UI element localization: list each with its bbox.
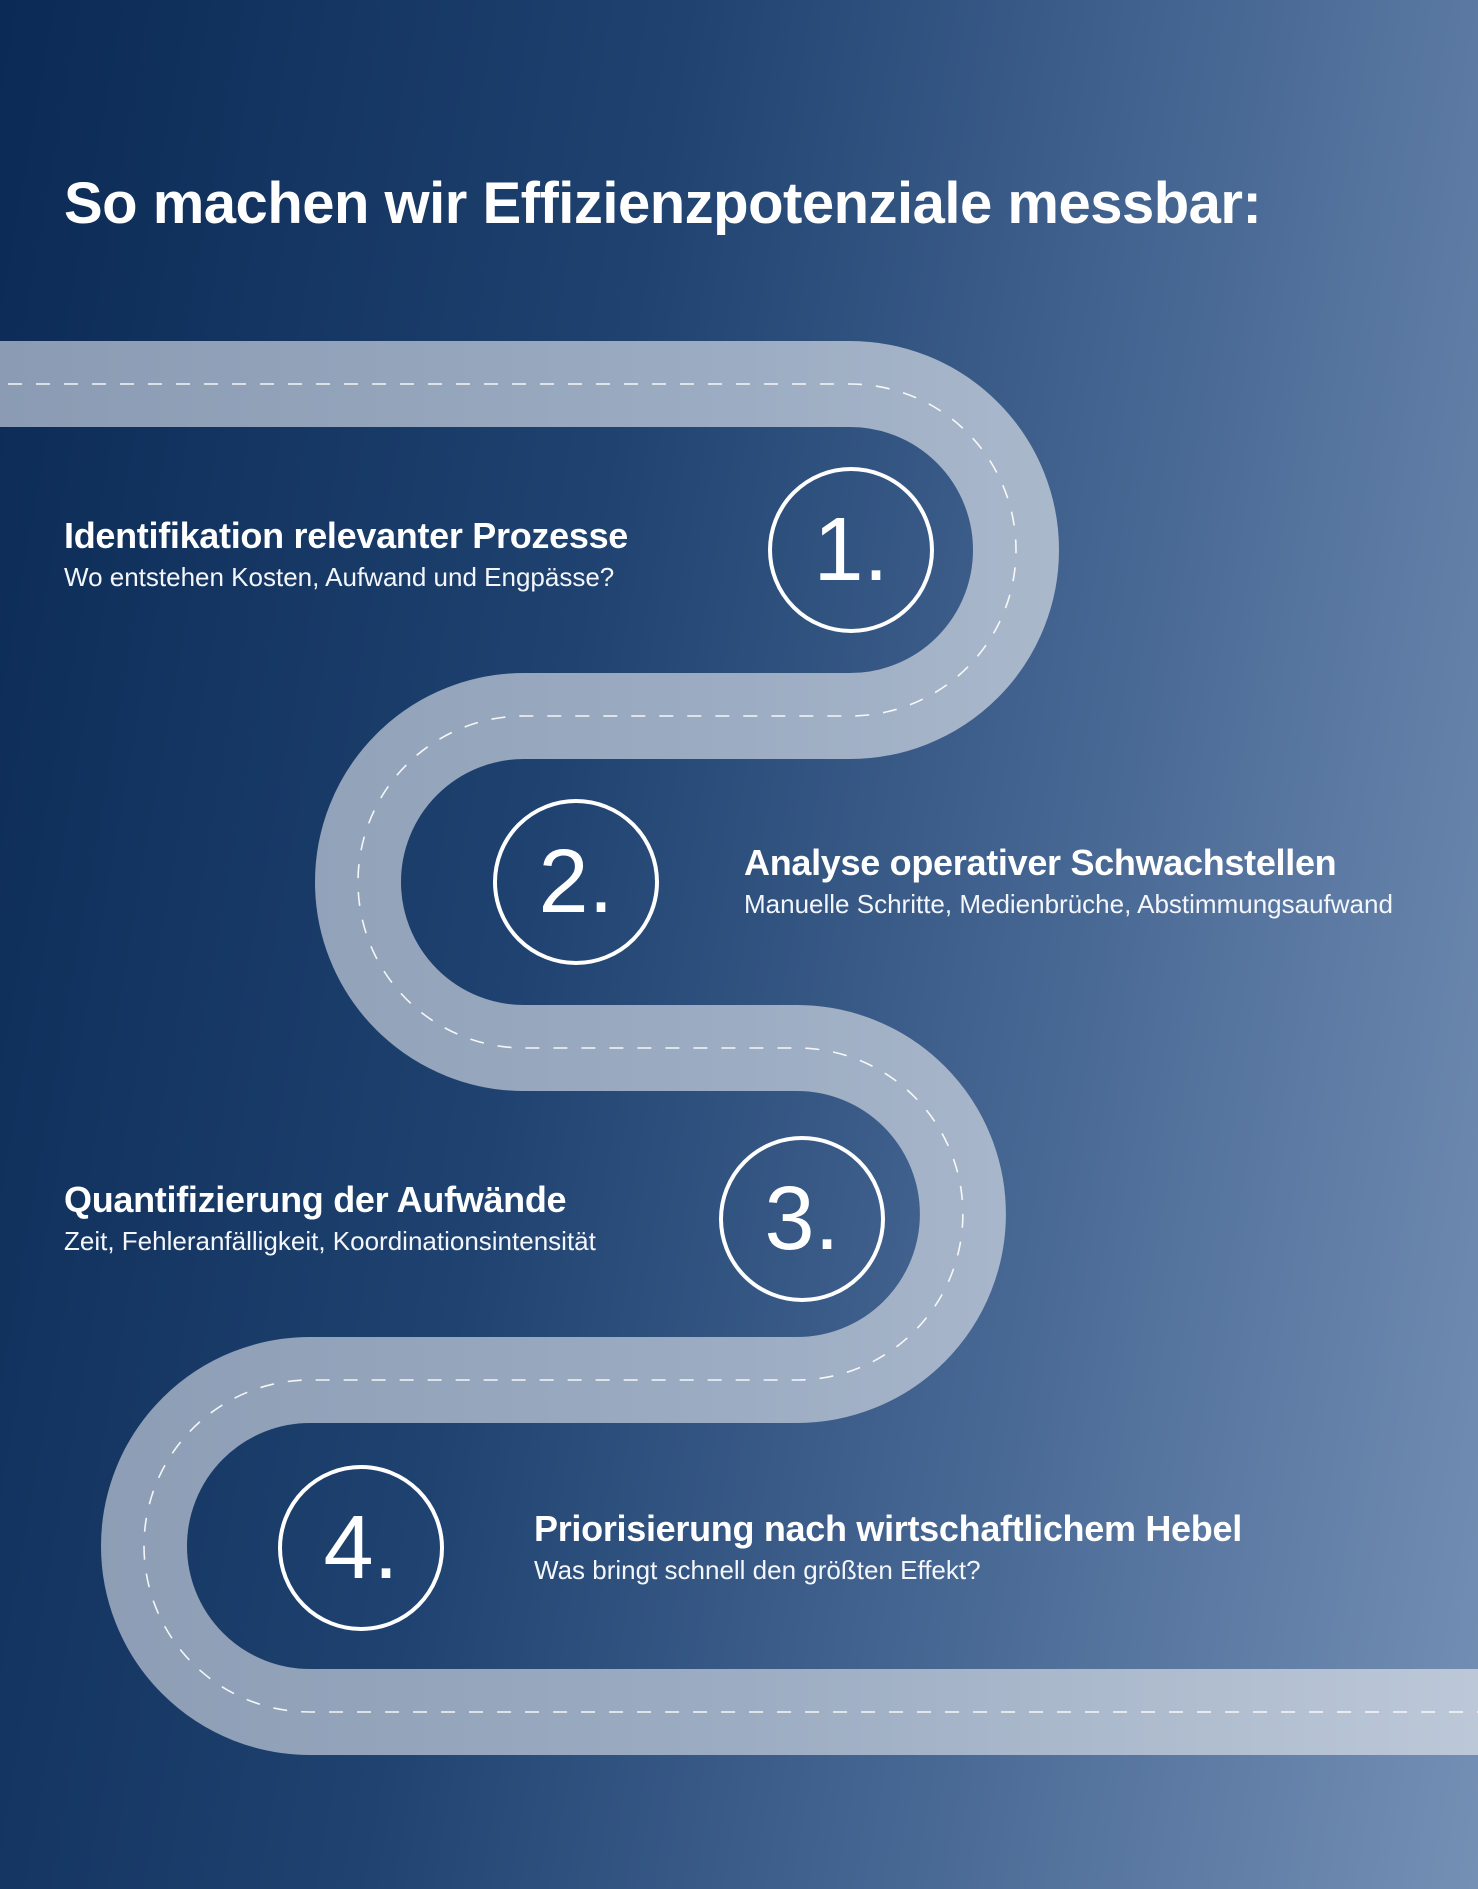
step-1-subtitle: Wo entstehen Kosten, Aufwand und Engpässe? bbox=[64, 562, 615, 592]
step-3-subtitle: Zeit, Fehleranfälligkeit, Koordinationsintensität bbox=[64, 1226, 596, 1256]
step-4-text bbox=[534, 1507, 1242, 1587]
step-3-text bbox=[64, 1178, 596, 1258]
step-2-text bbox=[744, 841, 1393, 921]
step-1-title: Identifikation relevanter Prozesse bbox=[64, 515, 629, 556]
step-2-subtitle: Manuelle Schritte, Medienbrüche, Abstimmungsaufwand bbox=[744, 889, 1393, 919]
page-title: So machen wir Effizienzpotenziale messbar: bbox=[64, 171, 1262, 236]
step-1-number-badge: 1. bbox=[768, 467, 934, 633]
step-4-subtitle: Was bringt schnell den größten Effekt? bbox=[534, 1555, 981, 1585]
step-3-number-badge: 3. bbox=[719, 1136, 885, 1302]
step-2-number-badge: 2. bbox=[493, 799, 659, 965]
step-2-title: Analyse operativer Schwachstellen bbox=[744, 842, 1337, 883]
step-4-title: Priorisierung nach wirtschaftlichem Hebel bbox=[534, 1508, 1242, 1549]
step-3-title: Quantifizierung der Aufwände bbox=[64, 1179, 567, 1220]
step-1-text bbox=[64, 514, 628, 594]
step-4-number-badge: 4. bbox=[278, 1465, 444, 1631]
